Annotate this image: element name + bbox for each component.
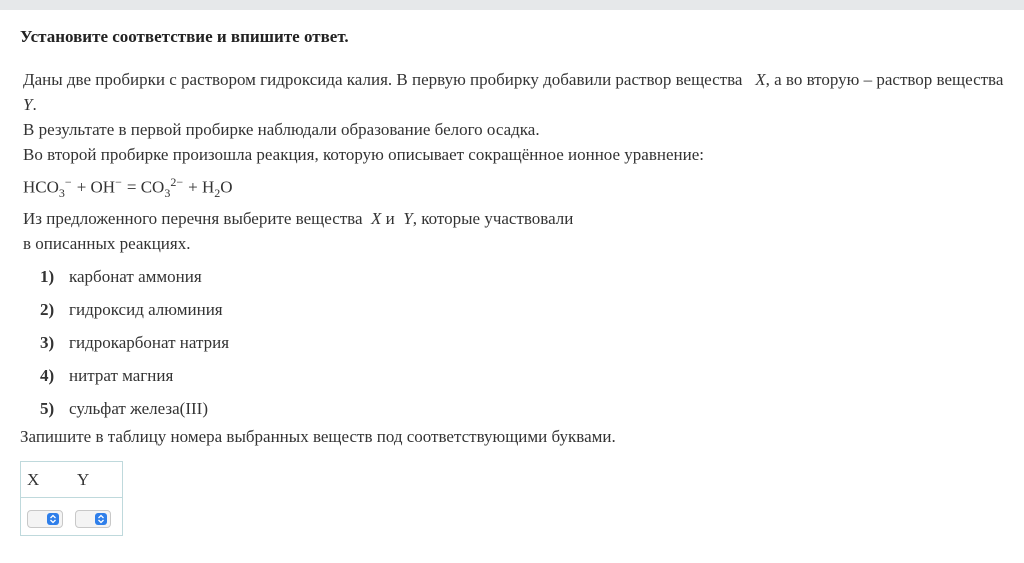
task-text-segment: , которые участвовали bbox=[412, 209, 574, 229]
instruction-heading: Установите соответствие и впишите ответ. bbox=[20, 27, 349, 46]
task-text-segment: , а во вторую – раствор вещества bbox=[765, 70, 1004, 89]
select-arrows-icon bbox=[95, 513, 107, 525]
eq-superscript: − bbox=[64, 175, 72, 189]
eq-subscript: 3 bbox=[164, 186, 171, 201]
select-arrows-icon bbox=[47, 513, 59, 525]
eq-subscript: 2 bbox=[214, 186, 221, 201]
answer-cell-y bbox=[72, 498, 123, 536]
option-item bbox=[40, 326, 229, 359]
option-text: нитрат магния bbox=[69, 366, 174, 385]
task-text-segment: Из предложенного перечня выберите вещества bbox=[23, 209, 363, 229]
option-number: 3) bbox=[40, 333, 55, 352]
task-text-segment: Даны две пробирки с раствором гидроксида калия. В первую пробирку добавили раствор вещества bbox=[23, 70, 743, 89]
variable-y: Y bbox=[23, 95, 33, 114]
task-paragraph-1 bbox=[23, 67, 1008, 117]
task-paragraph-4 bbox=[23, 206, 1008, 231]
eq-part: + H bbox=[188, 177, 215, 197]
ionic-equation bbox=[23, 170, 1008, 206]
variable-y: Y bbox=[403, 209, 413, 229]
eq-part: = CO bbox=[126, 177, 165, 197]
top-bar bbox=[0, 0, 1024, 10]
option-number: 4) bbox=[40, 366, 55, 385]
answer-table-row bbox=[21, 498, 123, 536]
options-list bbox=[40, 260, 229, 425]
answer-cell-x bbox=[21, 498, 73, 536]
option-item bbox=[40, 359, 229, 392]
option-text: гидрокарбонат натрия bbox=[69, 333, 230, 352]
answer-prompt: Запишите в таблицу номера выбранных веществ под соответствующими буквами. bbox=[20, 427, 616, 446]
select-y[interactable] bbox=[75, 510, 111, 528]
option-number: 5) bbox=[40, 399, 55, 418]
eq-superscript: 2− bbox=[170, 175, 184, 189]
option-text: гидроксид алюминия bbox=[69, 300, 223, 319]
answer-table bbox=[20, 461, 123, 536]
column-x-header: X bbox=[21, 462, 73, 498]
option-item bbox=[40, 392, 229, 425]
task-text bbox=[23, 67, 1008, 256]
task-text-segment: . bbox=[32, 95, 37, 114]
task-text-segment: и bbox=[385, 209, 395, 229]
eq-part: HCO bbox=[23, 177, 59, 197]
variable-x: X bbox=[755, 70, 766, 89]
column-y-header: Y bbox=[72, 462, 123, 498]
option-item bbox=[40, 293, 229, 326]
option-number: 2) bbox=[40, 300, 55, 319]
option-text: карбонат аммония bbox=[69, 267, 202, 286]
eq-part: O bbox=[220, 177, 233, 197]
task-paragraph-3: Во второй пробирке произошла реакция, которую описывает сокращённое ионное уравнение: bbox=[23, 145, 704, 164]
eq-subscript: 3 bbox=[58, 186, 65, 201]
option-number: 1) bbox=[40, 267, 55, 286]
option-item bbox=[40, 260, 229, 293]
option-text: сульфат железа(III) bbox=[69, 399, 208, 418]
variable-x: X bbox=[371, 209, 382, 229]
answer-table-header bbox=[21, 462, 123, 498]
task-paragraph-5: в описанных реакциях. bbox=[23, 234, 191, 254]
task-paragraph-2: В результате в первой пробирке наблюдали образование белого осадка. bbox=[23, 120, 540, 139]
eq-part: + OH bbox=[76, 177, 116, 197]
select-x[interactable] bbox=[27, 510, 63, 528]
eq-superscript: − bbox=[115, 175, 122, 189]
